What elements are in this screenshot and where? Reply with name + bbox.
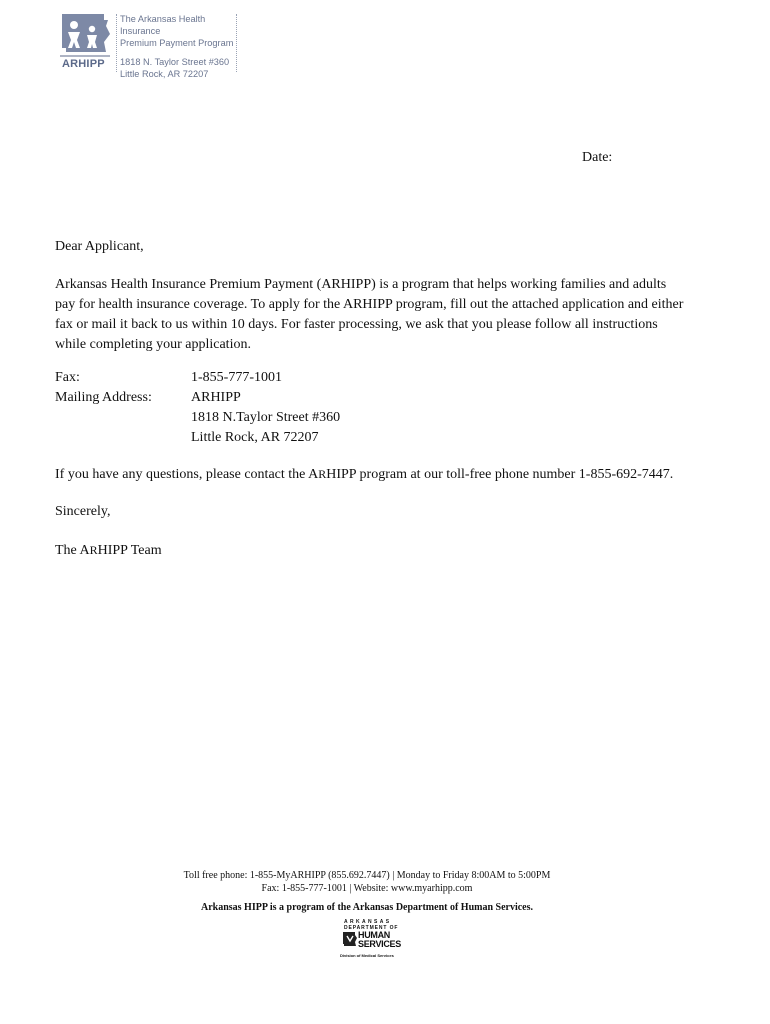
org-name-line2: Premium Payment Program (120, 38, 234, 48)
closing: Sincerely, (55, 504, 111, 519)
divider (116, 14, 118, 72)
org-name-line1: The Arkansas Health Insurance (120, 14, 206, 36)
dhs-logo (340, 919, 400, 961)
questions-text-pre: If you have any questions, please contact the A (55, 467, 319, 482)
date-label: Date: (582, 150, 613, 165)
signature-post: HIPP Team (97, 543, 162, 558)
signature-small: R (89, 543, 98, 557)
divider (236, 14, 238, 72)
fax-value: 1-855-777-1001 (191, 370, 282, 385)
questions-paragraph (55, 464, 715, 485)
org-address-line2: Little Rock, AR 72207 (120, 69, 209, 79)
dhs-logo-name (358, 931, 401, 949)
mailing-address-line: Little Rock, AR 72207 (191, 430, 319, 445)
mailing-address-line: 1818 N.Taylor Street #360 (191, 410, 341, 425)
footer-fax-website-line: Fax: 1-855-777-1001 | Website: www.myarhipp.com (261, 883, 473, 894)
intro-line: pay for health insurance coverage. To apply for the ARHIPP program, fill out the attached application and either (55, 297, 684, 312)
dhs-logo-department: DEPARTMENT OF (344, 925, 399, 931)
greeting: Dear Applicant, (55, 239, 144, 254)
mailing-address-label: Mailing Address: (55, 390, 152, 405)
questions-text-post: HIPP program at our toll-free phone number 1-855-692-7447. (326, 467, 674, 482)
dhs-logo-human: HUMAN (358, 930, 390, 940)
dhs-logo-services: SERVICES (358, 939, 401, 949)
logo-wordmark: ARHIPP (62, 58, 105, 70)
dhs-emblem-icon (343, 932, 357, 950)
mailing-address (191, 388, 340, 448)
footer-program-line: Arkansas HIPP is a program of the Arkansas Department of Human Services. (200, 902, 534, 913)
intro-paragraph (55, 275, 695, 355)
questions-text-small: R (318, 467, 327, 481)
dhs-logo-state: ARKANSAS (344, 919, 392, 925)
signature (55, 540, 162, 561)
dhs-logo-division: Division of Medical Services (340, 953, 394, 958)
signature-pre: The A (55, 543, 90, 558)
mailing-address-line: ARHIPP (191, 390, 241, 405)
intro-line: fax or mail it back to us within 10 days. For faster processing, we ask that you please follow all instructions (55, 317, 658, 332)
contact-block (55, 368, 340, 448)
org-info (120, 13, 242, 80)
intro-line: while completing your application. (55, 337, 251, 352)
org-address-line1: 1818 N. Taylor Street #360 (120, 57, 230, 67)
letterhead (58, 12, 242, 79)
footer-phone-line: Toll free phone: 1-855-MyARHIPP (855.692.7447) | Monday to Friday 8:00AM to 5:00PM (183, 870, 551, 881)
intro-line: Arkansas Health Insurance Premium Payment (ARHIPP) is a program that helps working families and adults (55, 277, 667, 292)
fax-label: Fax: (55, 370, 80, 385)
